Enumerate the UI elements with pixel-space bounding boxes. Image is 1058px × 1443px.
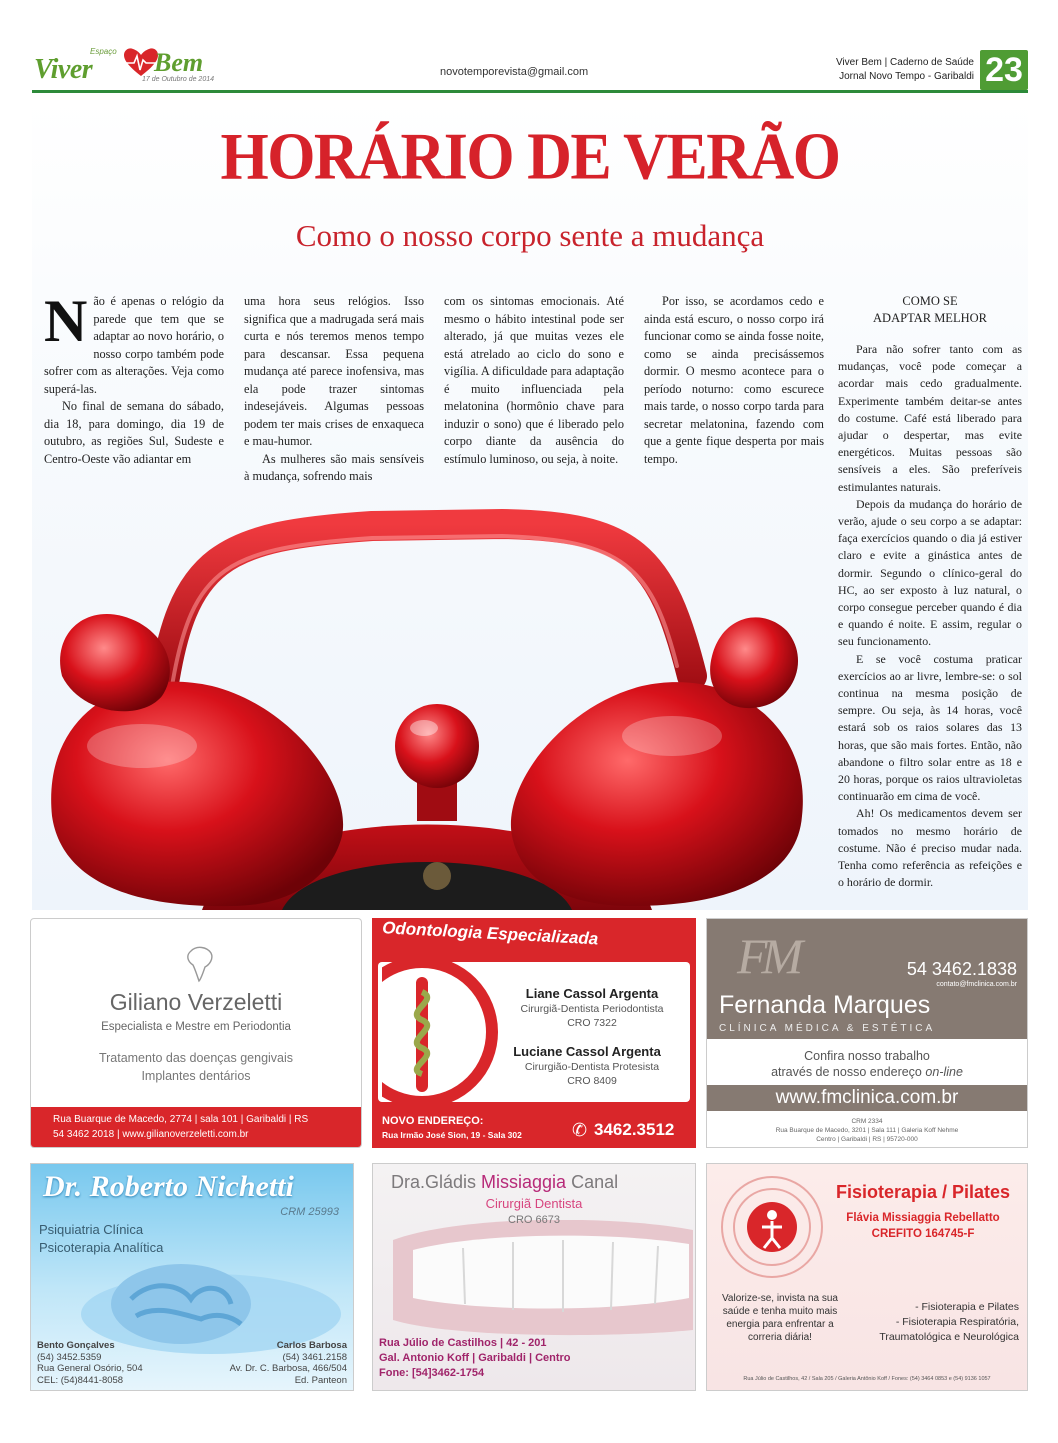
logo-espaco: Espaço [90, 47, 117, 56]
ad-odonto-new-address-label: NOVO ENDEREÇO: [382, 1115, 484, 1127]
ad-gladis-role: Cirurgiã Dentista [485, 1196, 583, 1211]
ad-giliano-service-2: Implantes dentários [141, 1069, 251, 1083]
section-label [836, 56, 974, 84]
article-paragraph: Ah! Os medicamentos devem ser tomados no mesmo horário de costume. Não é preciso mudar nada. Tenha como referência as refeições e o horário de dormir. [838, 806, 1022, 890]
ad-odonto-dr1-cro: CRO 7322 [567, 1017, 617, 1029]
ad-odontologia[interactable] [372, 918, 696, 1148]
ad-gladis-name: Dra.Gládis Missiaggia Canal [391, 1172, 619, 1192]
ad-gladis-canal[interactable] [372, 1163, 696, 1391]
ad-fisio-title: Fisioterapia / Pilates [835, 1182, 1011, 1202]
tooth-logo-icon [181, 943, 221, 983]
ad-fisio-crefito: CREFITO 164745-F [871, 1228, 975, 1240]
ad-odonto-dr2-name: Luciane Cassol Argenta [513, 1044, 661, 1059]
ad-fernanda-marques[interactable] [706, 918, 1028, 1148]
page-header [0, 0, 1058, 96]
ad-fm-footer: CRM 2334 Rua Buarque de Macedo, 3201 | Sala 111 | Galeria Koff Nehme Centro | Garibaldi | RS | 95720-000 [775, 1118, 959, 1143]
ad-fisio-slogan: Valorize-se, invista na sua saúde e tenha muito mais energia para enfrentar a correria diária! [722, 1293, 838, 1343]
article-subtitle: Como o nosso corpo sente a mudança [295, 218, 765, 253]
ad-giliano-address: Rua Buarque de Macedo, 2774 | sala 101 | Garibaldi | RS [53, 1114, 309, 1125]
article-column-4 [644, 293, 824, 468]
brain-in-hands-image [61, 1244, 341, 1354]
header-rule [32, 90, 1028, 93]
ad-giliano-contact: 54 3462 2018 | www.gilianoverzeletti.com.br [53, 1129, 249, 1140]
article-paragraph: Depois da mudança do horário de verão, ajude o seu corpo a se adaptar: faça exercícios quando o dia já estiver claro e evite a ginástica antes de dormir. Segundo o clínico-geral do HC, ao ser exposto à luz natural, o corpo consegue perceber quando é dia e quando é noite. E assim, regular o seu funcionamento. [838, 496, 1022, 649]
ad-nichetti-name: Dr. Roberto Nichetti [43, 1170, 294, 1203]
article-paragraph: Não é apenas o relógio da parede que tem que se adaptar ao novo horário, o nosso corpo também pode sofrer com as alterações. Veja como superá-las. [44, 288, 224, 396]
ad-gladis-cro: CRO 6673 [508, 1214, 560, 1226]
staff-of-asclepius-icon [382, 962, 502, 1102]
article-column-1 [44, 288, 224, 468]
ad-nichetti-carlos-barbosa: Carlos Barbosa (54) 3461.2158 Av. Dr. C. Barbosa, 466/504 Ed. Panteon [229, 1340, 347, 1386]
ad-fm-name: Fernanda Marques [719, 991, 931, 1019]
ad-nichetti-bento: Bento Gonçalves (54) 3452.5359 Rua General Osório, 504 CEL: (54)8441-8058 [37, 1340, 143, 1386]
ad-giliano-name: Giliano Verzeletti [109, 989, 283, 1015]
ad-fisio-footer: Rua Júlio de Castilhos, 42 / Sala 205 / Galeria Antônio Koff / Fones: (54) 3464 0853 e (54) 9136 1057 [743, 1376, 991, 1382]
ad-odonto-dr1-name: Liane Cassol Argenta [525, 986, 659, 1001]
ad-fm-monogram: FM [737, 928, 798, 984]
ad-fisioterapia-pilates[interactable] [706, 1163, 1028, 1391]
article-title: HORÁRIO DE VERÃO [220, 120, 840, 194]
article-column-3 [444, 293, 624, 468]
ad-fm-cta-1: Confira nosso trabalho [804, 1049, 930, 1063]
page-number: 23 [980, 50, 1028, 90]
ad-fisio-name: Flávia Missiaggia Rebellatto [846, 1212, 1000, 1224]
header-email: novotemporevista@gmail.com [440, 66, 589, 78]
ad-fm-tagline: CLÍNICA MÉDICA & ESTÉTICA [719, 1023, 936, 1034]
article-paragraph: As mulheres são mais sensíveis à mudança, sofrendo mais [244, 451, 424, 483]
ad-nichetti-spec-2: Psicoterapia Analítica [39, 1240, 164, 1255]
box-heading: COMO SE ADAPTAR MELHOR [873, 294, 987, 325]
article-paragraph: Por isso, se acordamos cedo e ainda está escuro, o nosso corpo irá funcionar como se ainda fosse noite, como se ainda precisássemos dormir. O mesmo acontece para o período noturno: como escurece mais tarde, o nosso corpo tarda para secretar melatonina, fazendo com que a gente fique desperta por mais tempo. [644, 294, 824, 466]
viver-bem-logo [32, 44, 222, 92]
logo-date: 17 de Outubro de 2014 [142, 76, 215, 83]
ad-fisio-services: - Fisioterapia e Pilates - Fisioterapia Respiratória, Traumatológica e Neurológica [879, 1301, 1019, 1343]
article-paragraph: uma hora seus relógios. Isso significa que a madrugada será mais curta e nós teremos menos tempo para descansar. Essa pequena mudança até parece inofensiva, mas ela pode trazer sintomas indesejáveis. Algumas pessoas podem ter mais crises de enxaqueca e mau-humor. [244, 294, 424, 448]
ad-nichetti-crm: CRM 25993 [280, 1206, 339, 1218]
ad-nichetti-spec-1: Psiquiatria Clínica [39, 1222, 144, 1237]
smile-teeth-image [373, 1220, 696, 1340]
article-paragraph: com os sintomas emocionais. Até mesmo o hábito intestinal pode ser alterado, já que muitas vezes ele está atrelado ao ciclo do sono e vigília. A dificuldade para adaptação é muito influenciada pela melatonina (hormônio chave para induzir o sono) que é liberado pelo corpo diante da ausência do estímulo luminoso, ou seja, à noite. [444, 294, 624, 466]
heart-icon [124, 48, 158, 78]
article-column-5 [838, 293, 1022, 892]
section-line-1: Viver Bem | Caderno de Saúde [835, 57, 974, 68]
ad-fm-email: contato@fmclinica.com.br [936, 981, 1017, 988]
ad-odonto-dr2-role: Cirurgião-Dentista Protesista [524, 1061, 660, 1073]
ad-gladis-address: Rua Júlio de Castilhos | 42 - 201 Gal. Antonio Koff | Garibaldi | Centro Fone: [54]3462-1754 [379, 1337, 571, 1379]
alarm-clock-image [32, 496, 812, 910]
phone-icon: ✆ [572, 1120, 588, 1141]
logo-bem: Bem [154, 48, 204, 77]
drop-cap: N [44, 288, 88, 354]
article-paragraph: No final de semana do sábado, dia 18, para domingo, dia 19 de outubro, as regiões Sul, Sudeste e Centro-Oeste vão adiantar em [44, 399, 224, 466]
logo-viver: Viver [34, 54, 93, 85]
ad-giliano-footer [31, 1107, 361, 1148]
section-line-2: Jornal Novo Tempo - Garibaldi [839, 71, 974, 82]
article-paragraph: Para não sofrer tanto com as mudanças, você pode começar a acordar mais cedo gradualmente. Experimente também deitar-se antes do costume. Café está liberado para ajudar o despertar, mas evite energéticos. Muitas pessoas são sensíveis a eles. São preferíveis estimulantes naturais. [838, 342, 1022, 494]
ad-giliano-verzeletti[interactable] [30, 918, 362, 1148]
ad-fm-phone: 54 3462.1838 [906, 959, 1017, 979]
ad-odonto-banner: Odontologia Especializada [381, 918, 599, 949]
ad-odonto-new-address: Rua Irmão José Sion, 19 - Sala 302 [382, 1130, 522, 1140]
ad-odonto-dr1-role: Cirurgiã-Dentista Periodontista [520, 1003, 664, 1015]
ad-giliano-service-1: Tratamento das doenças gengivais [98, 1051, 294, 1065]
ad-fm-cta-2: através de nosso endereço on-line [771, 1065, 963, 1079]
article [32, 98, 1028, 910]
ad-giliano-specialty: Especialista e Mestre em Periodontia [101, 1021, 291, 1033]
article-paragraph: E se você costuma praticar exercícios ao ar livre, lembre-se: o sol continua na mesma posição de sempre. Ou seja, às 14 horas, você estará sob os raios solares das 13 horas, que são mais fortes. Então, não abandone o filtro solar entre as 18 e 20 horas, porque os raios ultravioletas continuarão em cima de você. [838, 651, 1022, 804]
article-column-2 [244, 293, 424, 486]
ad-odonto-phone: 3462.3512 [594, 1120, 675, 1139]
ad-odonto-dr2-cro: CRO 8409 [567, 1075, 617, 1087]
ad-roberto-nichetti[interactable] [30, 1163, 354, 1391]
pilates-logo-icon [717, 1172, 827, 1282]
ad-fm-url[interactable]: www.fmclinica.com.br [707, 1085, 1027, 1111]
